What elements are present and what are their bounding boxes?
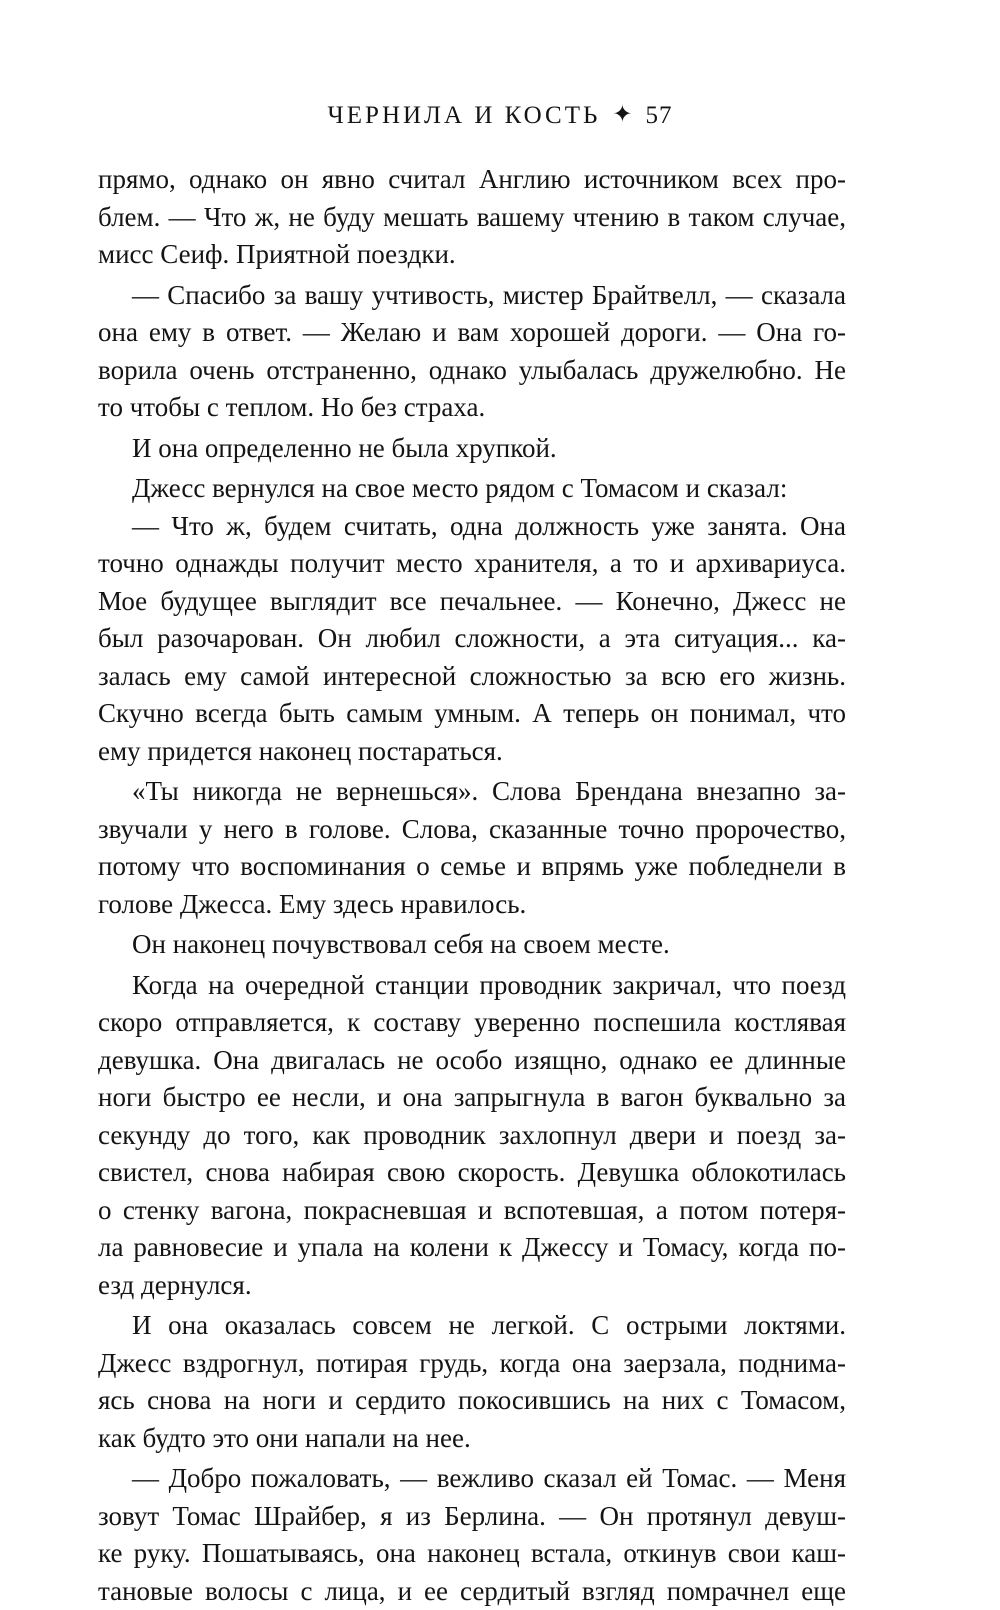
text-line: был разочарован. Он любил сложности, а эта ситуация... ка- <box>98 620 846 658</box>
text-line: Джесс вернулся на свое место рядом с Томасом и сказал: <box>98 470 846 508</box>
body-text <box>98 161 846 1610</box>
text-line: прямо, однако он явно считал Англию источником всех про- <box>98 161 846 199</box>
text-line: И она оказалась совсем не легкой. С острыми локтями. <box>98 1307 846 1345</box>
text-line: то чтобы с теплом. Но без страха. <box>98 389 846 427</box>
text-line: Когда на очередной станции проводник закричал, что поезд <box>98 967 846 1005</box>
running-head-title: ЧЕРНИЛА И КОСТЬ <box>328 102 601 129</box>
text-line: она ему в ответ. — Желаю и вам хорошей дороги. — Она го- <box>98 314 846 352</box>
text-line: — Что ж, будем считать, одна должность уже занята. Она <box>98 508 846 546</box>
running-head <box>0 101 1000 131</box>
text-line: И она определенно не была хрупкой. <box>98 430 846 468</box>
text-line: как будто это они напали на нее. <box>98 1420 846 1458</box>
text-line: ворила очень отстраненно, однако улыбалась дружелюбно. Не <box>98 352 846 390</box>
text-line: свистел, снова набирая свою скорость. Девушка облокотилась <box>98 1154 846 1192</box>
text-line: скоро отправляется, к составу уверенно поспешила костлявая <box>98 1004 846 1042</box>
text-line: — Добро пожаловать, — вежливо сказал ей Томас. — Меня <box>98 1460 846 1498</box>
text-line: тановые волосы с лица, и ее сердитый взгляд помрачнел еще <box>98 1573 846 1610</box>
text-line: залась ему самой интересной сложностью за всю его жизнь. <box>98 658 846 696</box>
text-line: Джесс вздрогнул, потирая грудь, когда она заерзала, поднима- <box>98 1345 846 1383</box>
text-line: потому что воспоминания о семье и впрямь уже побледнели в <box>98 848 846 886</box>
text-line: ясь снова на ноги и сердито покосившись на них с Томасом, <box>98 1382 846 1420</box>
text-line: девушка. Она двигалась не особо изящно, однако ее длинные <box>98 1042 846 1080</box>
star-separator-icon: ✦ <box>612 102 635 128</box>
text-line: ла равновесие и упала на колени к Джессу и Томасу, когда по- <box>98 1229 846 1267</box>
text-line: секунду до того, как проводник захлопнул двери и поезд за- <box>98 1117 846 1155</box>
text-line: ке руку. Пошатываясь, она наконец встала, откинув свои каш- <box>98 1535 846 1573</box>
text-line: блем. — Что ж, не буду мешать вашему чтению в таком случае, <box>98 199 846 237</box>
text-line: Мое будущее выглядит все печальнее. — Конечно, Джесс не <box>98 583 846 621</box>
text-line: Он наконец почувствовал себя на своем месте. <box>98 926 846 964</box>
text-line: езд дернулся. <box>98 1267 846 1305</box>
text-line: мисс Сеиф. Приятной поездки. <box>98 236 846 274</box>
text-line: голове Джесса. Ему здесь нравилось. <box>98 886 846 924</box>
text-line: точно однажды получит место хранителя, а то и архивариуса. <box>98 545 846 583</box>
text-line: «Ты никогда не вернешься». Слова Брендана внезапно за- <box>98 773 846 811</box>
text-line: о стенку вагона, покрасневшая и вспотевшая, а потом потеря- <box>98 1192 846 1230</box>
text-line: — Спасибо за вашу учтивость, мистер Брайтвелл, — сказала <box>98 277 846 315</box>
text-line: ему придется наконец постараться. <box>98 733 846 771</box>
page-number: 57 <box>645 102 672 129</box>
text-line: звучали у него в голове. Слова, сказанные точно пророчество, <box>98 811 846 849</box>
text-line: Скучно всегда быть самым умным. А теперь он понимал, что <box>98 695 846 733</box>
text-line: ноги быстро ее несли, и она запрыгнула в вагон буквально за <box>98 1079 846 1117</box>
text-line: зовут Томас Шрайбер, я из Берлина. — Он протянул девуш- <box>98 1498 846 1536</box>
